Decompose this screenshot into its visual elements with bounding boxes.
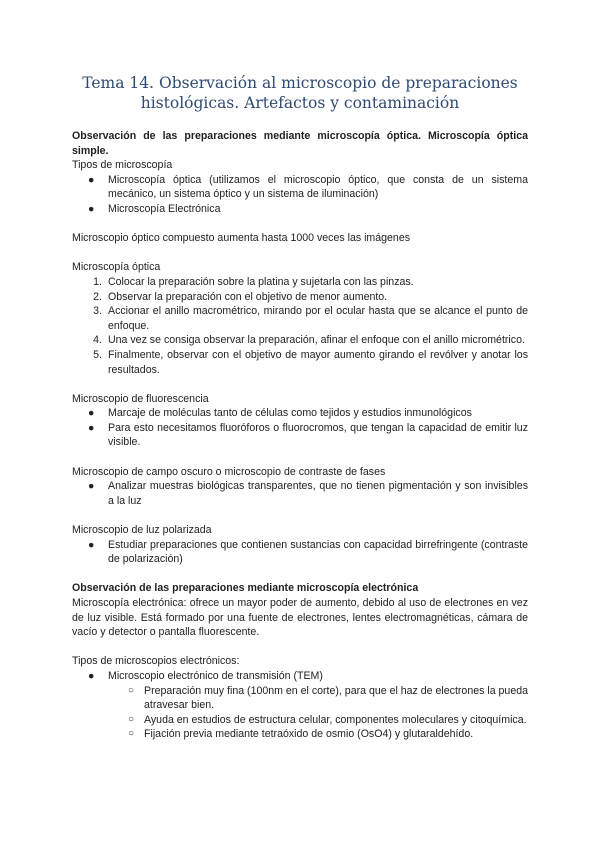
- compuesto-paragraph: Microscopio óptico compuesto aumenta hasta 1000 veces las imágenes: [72, 232, 411, 245]
- circle-bullet-icon: ○: [128, 728, 135, 740]
- bullet-icon: ●: [88, 202, 95, 215]
- document-title: [72, 73, 528, 113]
- numbered-item: 5. Finalmente, observar con el objetivo de mayor aumento girando el revólver y anotar los resultados.: [93, 348, 528, 376]
- list-item: ● Microscopía Electrónica: [88, 202, 221, 215]
- tipos-microscopia-label: Tipos de microscopía: [72, 159, 173, 172]
- list-item: ● Marcaje de moléculas tanto de células como tejidos y estudios inmunológicos: [88, 407, 472, 420]
- list-item: ● Analizar muestras biológicas transparentes, que no tienen pigmentación y son invisibles a la luz: [88, 480, 528, 507]
- sub-list-item: ○ Fijación previa mediante tetraóxido de osmio (OsO4) y glutaraldehído.: [128, 728, 474, 741]
- electronica-intro: Microscopía electrónica: ofrece un mayor poder de aumento, debido al uso de electrones en vez de luz visible. Está formado por una fuente de electrones, lentes electromagnéticas, cámara de vacío y detector o pantalla fluorescente.: [72, 597, 528, 639]
- campo-oscuro-label: Microscopio de campo oscuro o microscopio de contraste de fases: [72, 465, 386, 478]
- numbered-item: 2. Observar la preparación con el objetivo de menor aumento.: [93, 290, 388, 303]
- document-body: [72, 129, 528, 742]
- section-heading-optica: Observación de las preparaciones mediante microscopía óptica. Microscopía óptica simple.: [72, 130, 528, 157]
- circle-bullet-icon: ○: [128, 684, 135, 696]
- list-item: ● Para esto necesitamos fluoróforos o fluorocromos, que tengan la capacidad de emitir luz visible.: [88, 421, 528, 449]
- circle-bullet-icon: ○: [128, 713, 135, 725]
- bullet-icon: ●: [88, 538, 95, 551]
- bullet-icon: ●: [88, 173, 95, 186]
- sub-list-item: ○ Ayuda en estudios de estructura celular, componentes moleculares y citoquímica.: [128, 713, 527, 726]
- bullet-icon: ●: [88, 421, 95, 434]
- section-heading-electronica: Observación de las preparaciones mediante microscopía electrónica: [72, 582, 419, 595]
- numbered-item: 4. Una vez se consiga observar la preparación, afinar el enfoque con el anillo micrométrico.: [93, 334, 525, 347]
- tipos-electronicos-label: Tipos de microscopios electrónicos:: [72, 655, 240, 668]
- list-item: ● Microscopía óptica (utilizamos el microscopio óptico, que consta de un sistema mecánico, un sistema óptico y un sistema de iluminación): [88, 173, 528, 201]
- bullet-icon: ●: [88, 669, 95, 682]
- title-line-2: histológicas. Artefactos y contaminación: [140, 94, 460, 112]
- bullet-icon: ●: [88, 407, 95, 420]
- fluorescencia-label: Microscopio de fluorescencia: [72, 392, 209, 405]
- numbered-item: 3. Accionar el anillo macrométrico, mirando por el ocular hasta que se alcance el punto de enfoque.: [93, 305, 528, 332]
- bullet-icon: ●: [88, 480, 95, 493]
- sub-list-item: ○ Preparación muy fina (100nm en el corte), para que el haz de electrones la pueda atravesar bien.: [128, 684, 528, 712]
- luz-polarizada-label: Microscopio de luz polarizada: [72, 524, 212, 537]
- title-line-1: Tema 14. Observación al microscopio de preparaciones: [82, 74, 518, 92]
- list-item: ● Microscopio electrónico de transmisión (TEM): [88, 669, 323, 682]
- microscopia-optica-label: Microscopía óptica: [72, 261, 161, 274]
- numbered-item: 1. Colocar la preparación sobre la platina y sujetarla con las pinzas.: [93, 275, 414, 288]
- list-item: ● Estudiar preparaciones que contienen sustancias con capacidad birrefringente (contraste de polarización): [88, 538, 528, 566]
